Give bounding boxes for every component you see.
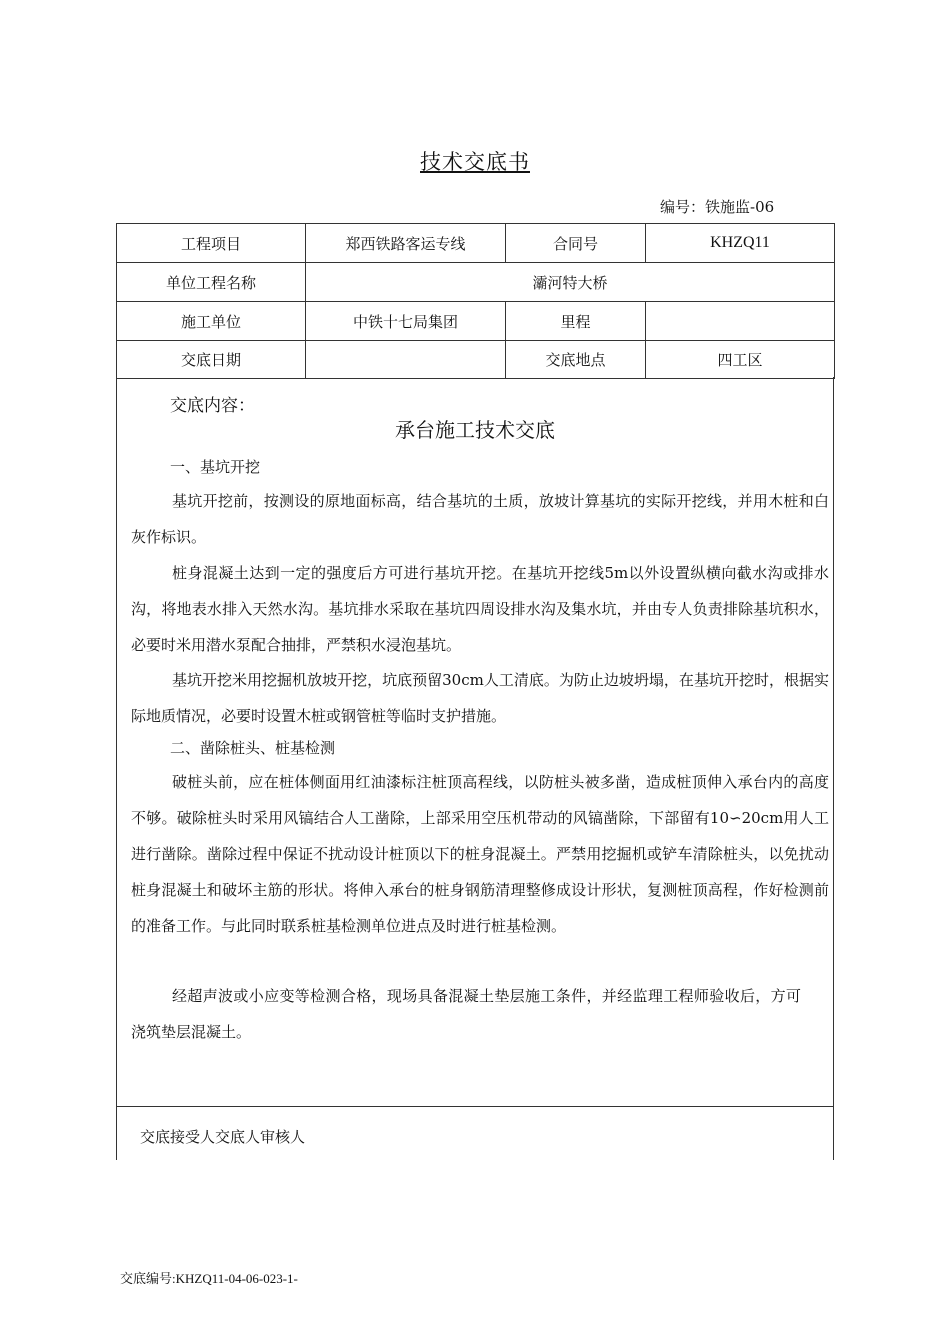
paragraph-3: 基坑开挖米用挖掘机放坡开挖，坑底预留30cm人工清底。为防止边坡坍塌，在基坑开挖时，根据实际地质情况，必要时设置木桩或钢管桩等临时支护措施。 [131, 671, 829, 725]
project-value: 郑西铁路客运专线 [306, 224, 506, 263]
contractor-value: 中铁十七局集团 [306, 302, 506, 341]
paragraph-2: 桩身混凝土达到一定的强度后方可进行基坑开挖。在基坑开挖线5m以外设置纵横向截水沟或排水沟，将地表水排入天然水沟。基坑排水采取在基坑四周设排水沟及集水坑，并由专人负责排除基坑积水，必要时米用潜水泵配合抽排，严禁积水浸泡基坑。 [131, 564, 829, 654]
section-heading-1: 一、基坑开挖 [170, 458, 261, 476]
location-value: 四工区 [646, 341, 835, 379]
contract-label: 合同号 [506, 224, 646, 263]
document-title: 技术交底书 [420, 150, 530, 174]
content-title: 承台施工技术交底 [395, 418, 555, 442]
table-row [117, 341, 835, 379]
table-row [117, 224, 835, 263]
contractor-label: 施工单位 [117, 302, 306, 341]
unit-project-value: 灞河特大桥 [306, 263, 835, 302]
content-label: 交底内容： [170, 396, 255, 416]
date-value [306, 341, 506, 379]
paragraph-5: 经超声波或小应变等检测合格，现场具备混凝土垫层施工条件，并经监理工程师验收后，方可浇筑垫层混凝土。 [131, 987, 801, 1041]
section-heading-2: 二、凿除桩头、桩基检测 [170, 739, 336, 757]
table-row [117, 263, 835, 302]
signature-line: 交底接受人交底人审核人 [140, 1128, 306, 1146]
date-label: 交底日期 [117, 341, 306, 379]
footer-number: 交底编号:KHZQ11-04-06-023-1- [120, 1271, 298, 1286]
contract-value: KHZQ11 [646, 224, 835, 263]
table-row [117, 302, 835, 341]
document-number: 编号：铁施监-06 [660, 198, 775, 216]
paragraph-1: 基坑开挖前，按测设的原地面标高，结合基坑的土质，放坡计算基坑的实际开挖线，并用木桩和白灰作标识。 [131, 492, 829, 546]
mileage-value [646, 302, 835, 341]
project-label: 工程项目 [117, 224, 306, 263]
paragraph-4: 破桩头前，应在桩体侧面用红油漆标注桩顶高程线，以防桩头被多凿，造成桩顶伸入承台内的高度不够。破除桩头时采用风镐结合人工凿除，上部采用空压机带动的风镐凿除，下部留有10∽20cm用人工进行凿除。凿除过程中保证不扰动设计桩顶以下的桩身混凝土。严禁用挖掘机或铲车清除桩头，以免扰动桩身混凝土和破坏主筋的形状。将伸入承台的桩身钢筋清理整修成设计形状，复测桩顶高程，作好检测前的准备工作。与此同时联系桩基检测单位进点及时进行桩基检测。 [131, 773, 829, 935]
unit-project-label: 单位工程名称 [117, 263, 306, 302]
info-table [116, 223, 835, 379]
location-label: 交底地点 [506, 341, 646, 379]
mileage-label: 里程 [506, 302, 646, 341]
